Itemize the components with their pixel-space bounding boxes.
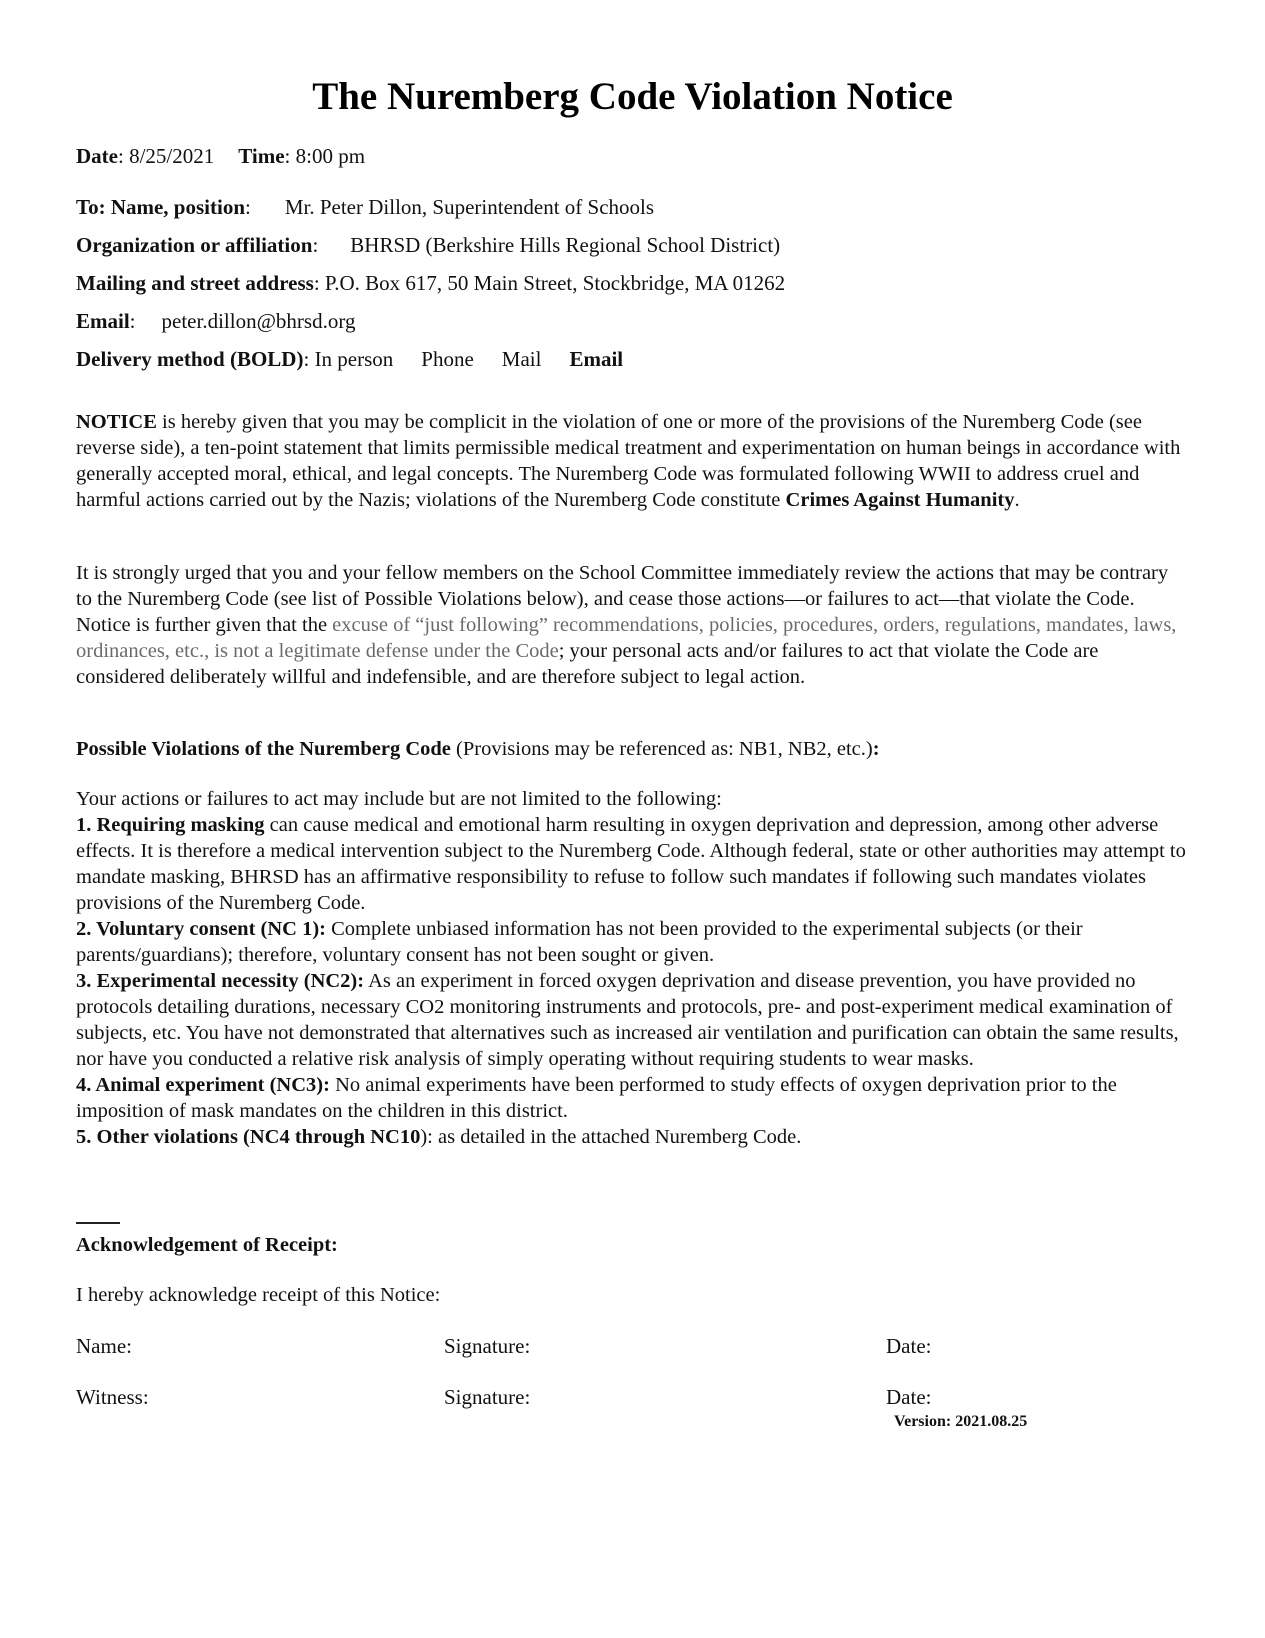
address-label: Mailing and street address xyxy=(76,271,314,295)
time-label: Time xyxy=(238,144,285,168)
violation-item: 2. Voluntary consent (NC 1): Complete unbiased information has not been provided to the experimental subjects (or their parents/guardians); therefore, voluntary consent has not been sought or given. xyxy=(76,918,1083,966)
acknowledgement-heading: Acknowledgement of Receipt: xyxy=(76,1234,338,1256)
to-label: To: Name, position xyxy=(76,195,245,219)
signature-label: Signature: xyxy=(444,1334,531,1358)
date-time-line xyxy=(76,144,365,169)
witness-signature-label: Signature: xyxy=(444,1385,531,1409)
name-label: Name: xyxy=(76,1334,132,1358)
date-field-label: Date: xyxy=(886,1334,932,1358)
address-line xyxy=(76,271,785,296)
to-value: Mr. Peter Dillon, Superintendent of Schools xyxy=(284,195,655,219)
date-label: Date xyxy=(76,144,118,168)
violations-list xyxy=(76,786,1186,1150)
violation-item: 4. Animal experiment (NC3): No animal experiments have been performed to study effects of oxygen deprivation prior to the imposition of mask mandates on the children in this district. xyxy=(76,1074,1117,1122)
notice-paragraph: NOTICE is hereby given that you may be complicit in the violation of one or more of the provisions of the Nuremberg Code (see reverse side), a ten-point statement that limits permissible medical treatment and experimentation on human beings in accordance with generally accepted moral, ethical, and legal concepts. The Nuremberg Code was formulated following WWII to address cruel and harmful actions carried out by the Nazis; violations of the Nuremberg Code constitute Crimes Against Humanity. xyxy=(76,411,1181,511)
delivery-option-in-person: In person xyxy=(314,347,394,371)
version-label: Version: 2021.08.25 xyxy=(894,1413,1028,1430)
witness-date-label: Date: xyxy=(886,1385,932,1409)
delivery-option-phone: Phone xyxy=(421,347,474,371)
organization-label: Organization or affiliation xyxy=(76,233,313,257)
delivery-line: Delivery method (BOLD): In person Phone Mail Email xyxy=(76,347,624,371)
notice-lead: NOTICE xyxy=(76,411,157,433)
violations-intro: Your actions or failures to act may include but are not limited to the following: xyxy=(76,788,722,810)
address-value: : P.O. Box 617, 50 Main Street, Stockbridge, MA 01262 xyxy=(313,271,786,295)
organization-line: Organization or affiliation: BHRSD (Berkshire Hills Regional School District) xyxy=(76,233,781,257)
time-value: : 8:00 pm xyxy=(284,144,366,168)
violation-item: 3. Experimental necessity (NC2): As an experiment in forced oxygen deprivation and disease prevention, you have provided no protocols detailing durations, necessary CO2 monitoring instruments and protocols, pre- and post-experiment medical examination of subjects, etc. You have not demonstrated that alternatives such as increased air ventilation and purification can obtain the same results, nor have you conducted a relative risk analysis of simply operating without requiring students to wear masks. xyxy=(76,970,1179,1070)
delivery-option-mail: Mail xyxy=(501,347,542,371)
to-line: To: Name, position: Mr. Peter Dillon, Superintendent of Schools xyxy=(76,195,655,219)
violations-heading: Possible Violations of the Nuremberg Code (Provisions may be referenced as: NB1, NB2, etc.): xyxy=(76,738,880,760)
acknowledgement-text: I hereby acknowledge receipt of this Notice: xyxy=(76,1284,441,1306)
violation-item: 1. Requiring masking can cause medical and emotional harm resulting in oxygen deprivation and depression, among other adverse effects. It is therefore a medical intervention subject to the Nuremberg Code. Although federal, state or other authorities may attempt to mandate masking, BHRSD has an affirmative responsibility to refuse to follow such mandates if following such mandates violates provisions of the Nuremberg Code. xyxy=(76,814,1186,914)
urge-text-gray: excuse of “just following” recommendations, policies, procedures, orders, regulations, mandates, laws, ordinances, etc., is not a legitimate defense under the Code xyxy=(76,614,1177,662)
urge-text-part2: ; your personal acts and/or failures to act that violate the Code are considered deliberately willful and indefensible, and are therefore subject to legal action. xyxy=(76,640,1099,688)
notice-emphasis: Crimes Against Humanity xyxy=(785,489,1015,511)
email-label: Email xyxy=(76,309,130,333)
document-title: The Nuremberg Code Violation Notice xyxy=(312,75,953,118)
email-value: peter.dillon@bhrsd.org xyxy=(161,309,356,333)
delivery-option-email: Email xyxy=(569,347,624,371)
organization-value: BHRSD (Berkshire Hills Regional School District) xyxy=(350,233,781,257)
email-line: Email: peter.dillon@bhrsd.org xyxy=(76,309,356,333)
notice-text: is hereby given that you may be complicit in the violation of one or more of the provisions of the Nuremberg Code (see reverse side), a ten-point statement that limits permissible medical treatment and experimentation on human beings in accordance with generally accepted moral, ethical, and legal concepts. The Nuremberg Code was formulated following WWII to address cruel and harmful actions carried out by the Nazis; violations of the Nuremberg Code constitute xyxy=(76,411,1181,511)
divider-rule xyxy=(76,1222,120,1224)
witness-label: Witness: xyxy=(76,1385,149,1409)
urge-text-part1: It is strongly urged that you and your fellow members on the School Committee immediately review the actions that may be contrary to the Nuremberg Code (see list of Possible Violations below), and cease those actions—or failures to act—that violate the Code. Notice is further given that the xyxy=(76,562,1169,636)
violation-item: 5. Other violations (NC4 through NC10): as detailed in the attached Nuremberg Code. xyxy=(76,1126,802,1148)
delivery-label: Delivery method (BOLD) xyxy=(76,347,304,371)
urge-paragraph xyxy=(76,560,1186,690)
date-value: : 8/25/2021 xyxy=(117,144,215,168)
